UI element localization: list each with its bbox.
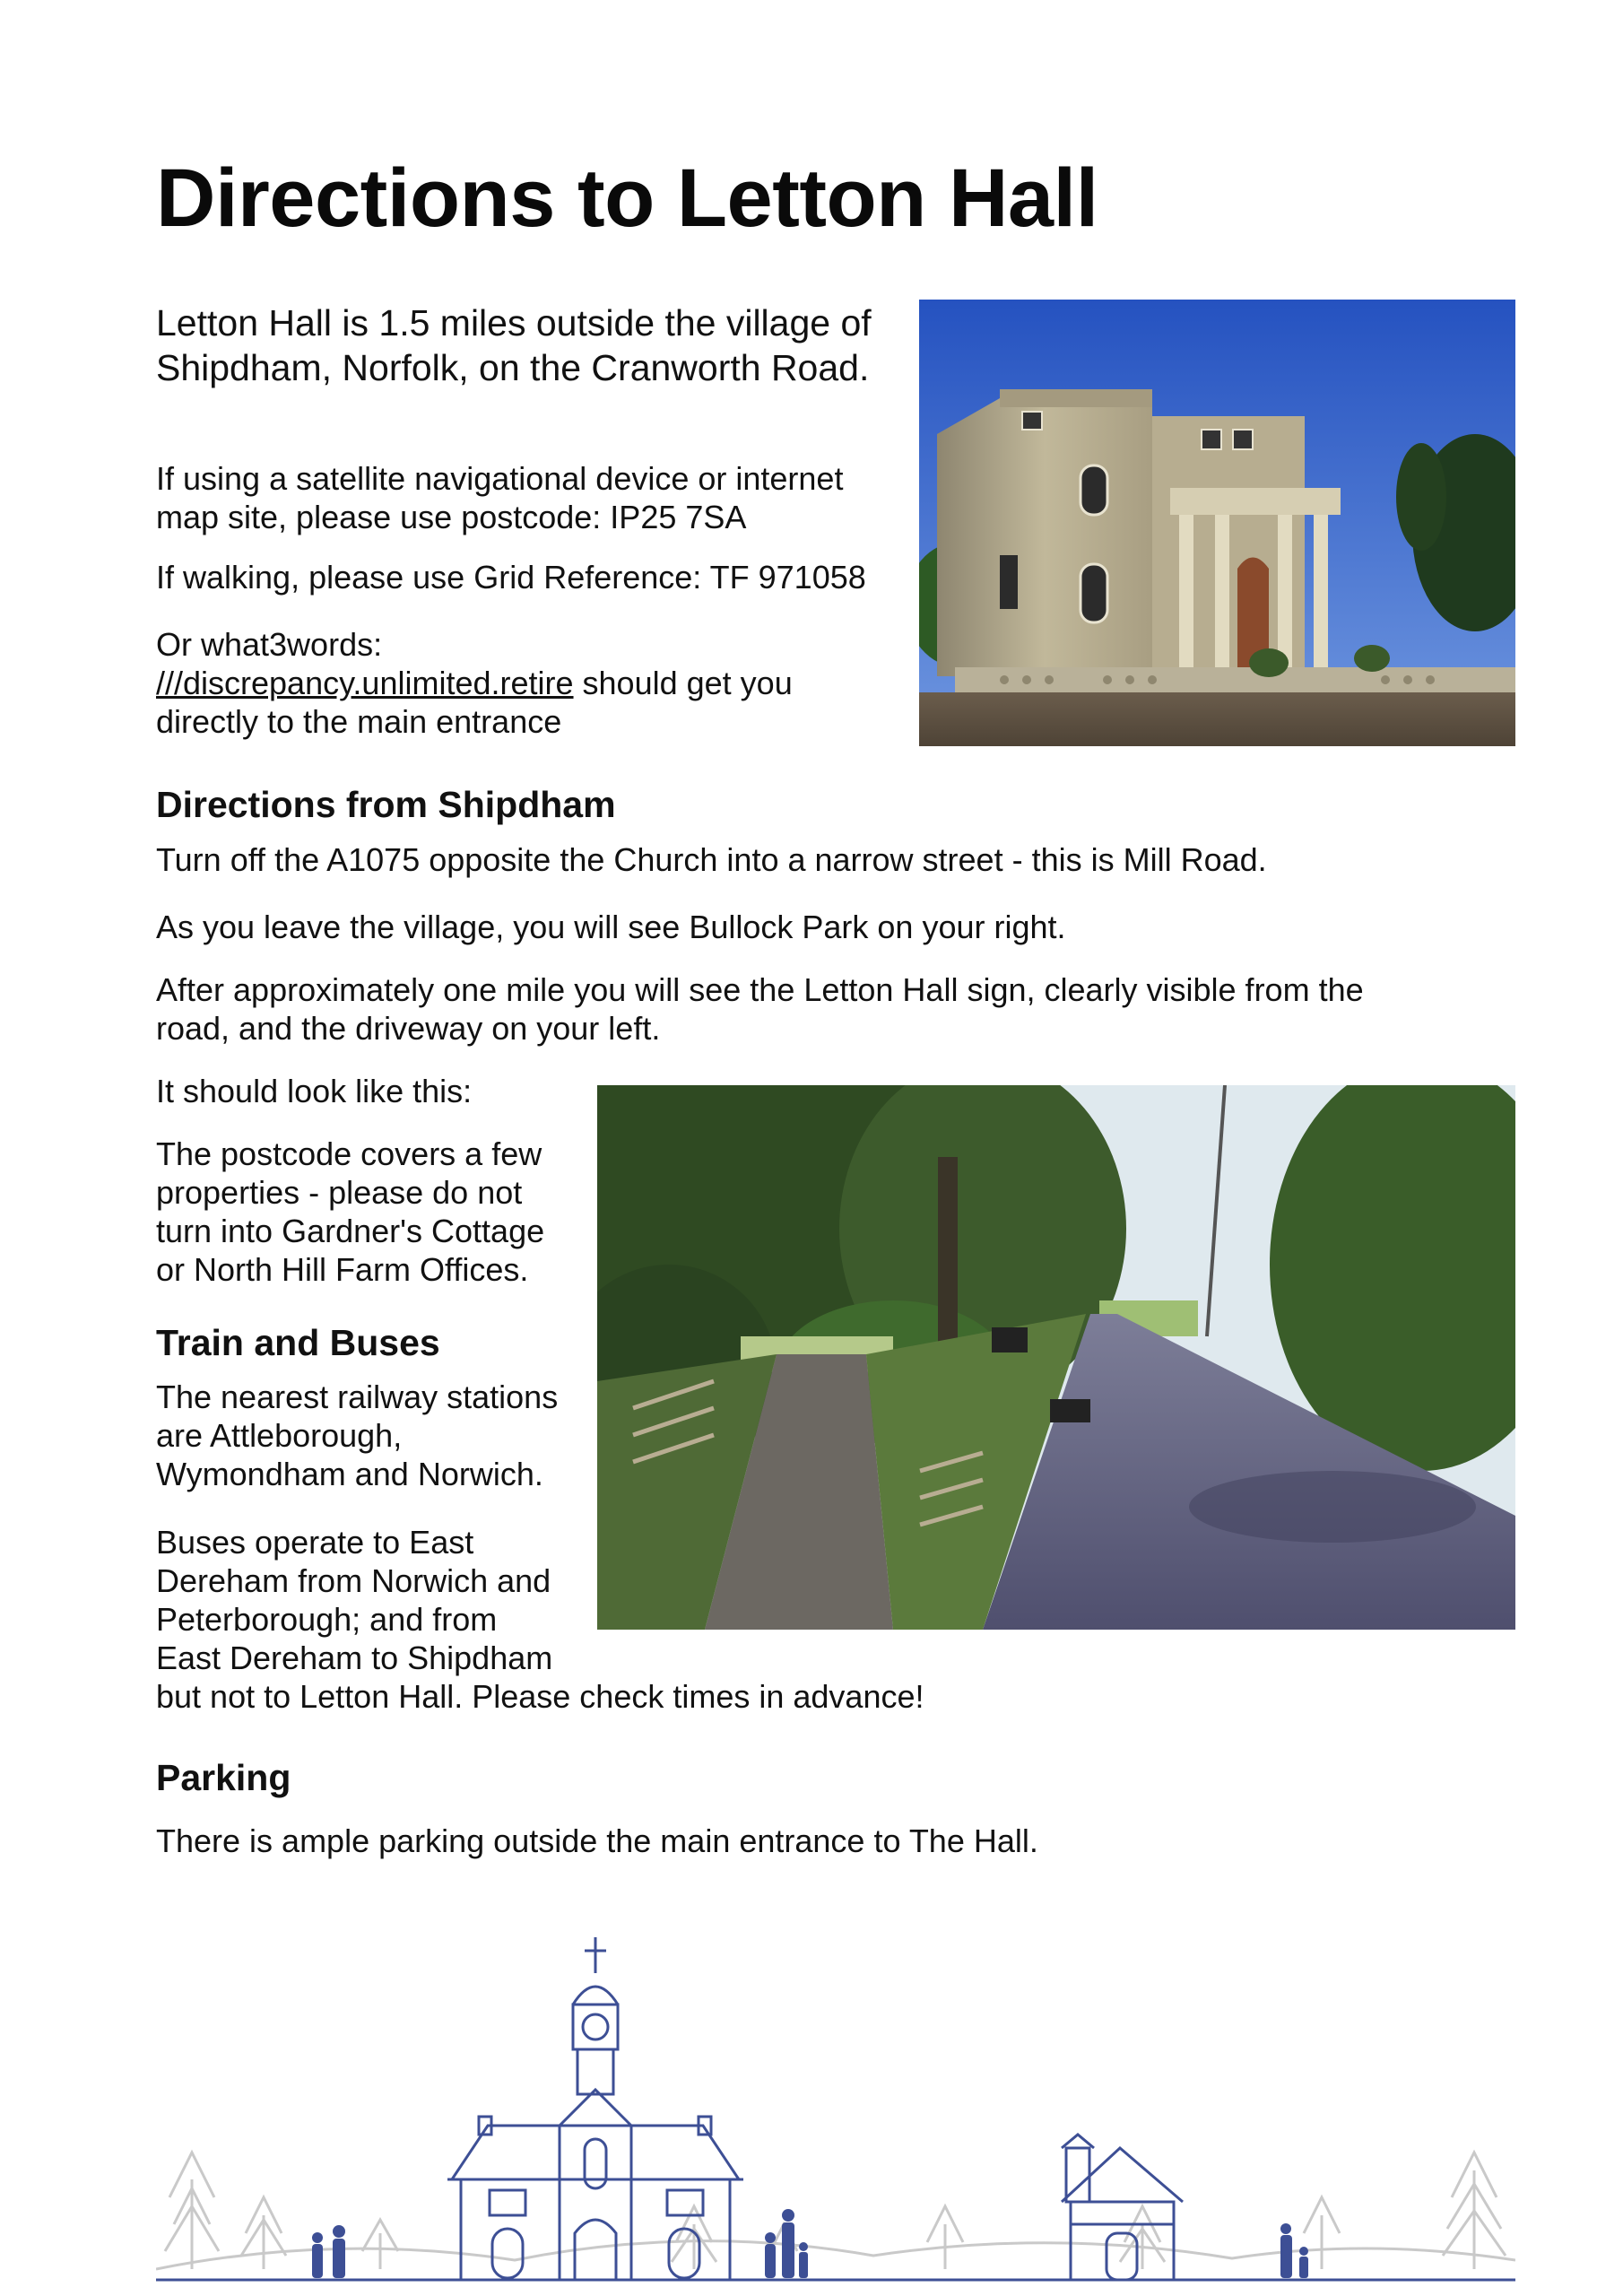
section-heading-parking: Parking [156,1757,291,1798]
section-heading-shipdham: Directions from Shipdham [156,784,616,825]
train-paragraph-1-line: are Attleborough, [156,1417,403,1454]
train-paragraph-2-line: Peterborough; and from [156,1601,498,1638]
what3words-paragraph [156,625,891,741]
train-paragraph-1-line: Wymondham and Norwich. [156,1456,543,1492]
shipdham-paragraph-5-line: The postcode covers a few [156,1135,542,1172]
train-paragraph-2-line: Buses operate to East [156,1524,474,1561]
shipdham-paragraph-2: As you leave the village, you will see Bullock Park on your right. [156,909,1066,945]
shipdham-paragraph-1: Turn off the A1075 opposite the Church into a narrow street - this is Mill Road. [156,841,1267,878]
train-paragraph-2-line: Dereham from Norwich and [156,1562,551,1599]
shipdham-paragraph-3-line1: After approximately one mile you will see the Letton Hall sign, clearly visible from the [156,971,1364,1008]
letton-hall-photo [919,300,1515,746]
train-paragraph-2-line: East Dereham to Shipdham [156,1639,553,1676]
grid-reference-paragraph: If walking, please use Grid Reference: TF 971058 [156,559,866,596]
parking-paragraph: There is ample parking outside the main entrance to The Hall. [156,1822,1038,1859]
shipdham-paragraph-5-line: turn into Gardner's Cottage [156,1213,545,1249]
intro-paragraph: Letton Hall is 1.5 miles outside the village of Shipdham, Norfolk, on the Cranworth Road. [156,302,872,388]
what3words-link[interactable]: ///discrepancy.unlimited.retire [156,665,574,701]
train-paragraph-2-line: but not to Letton Hall. Please check times in advance! [156,1678,924,1715]
shipdham-paragraph-5-line: properties - please do not [156,1174,523,1211]
train-paragraph-2 [156,1523,924,1716]
shipdham-paragraph-5 [156,1135,544,1289]
section-heading-train-buses: Train and Buses [156,1322,440,1363]
shipdham-paragraph-3 [156,970,1364,1048]
shipdham-paragraph-5-line: or North Hill Farm Offices. [156,1251,529,1288]
shipdham-paragraph-4: It should look like this: [156,1073,473,1109]
background-trees [156,2152,1515,2269]
page-title: Directions to Letton Hall [156,152,1098,244]
train-paragraph-1 [156,1378,558,1493]
what3words-suffix: should get you [573,665,793,701]
school-building-drawing [447,1937,743,2280]
what3words-prefix: Or what3words: [156,626,383,663]
train-paragraph-1-line: The nearest railway stations [156,1378,559,1415]
postcode-paragraph: If using a satellite navigational device or internet map site, please use postcode: IP25 7SA [156,460,844,535]
shipdham-paragraph-3-line2: road, and the driveway on your left. [156,1010,661,1047]
village-illustration [156,1928,1515,2296]
what3words-suffix-line2: directly to the main entrance [156,703,562,740]
